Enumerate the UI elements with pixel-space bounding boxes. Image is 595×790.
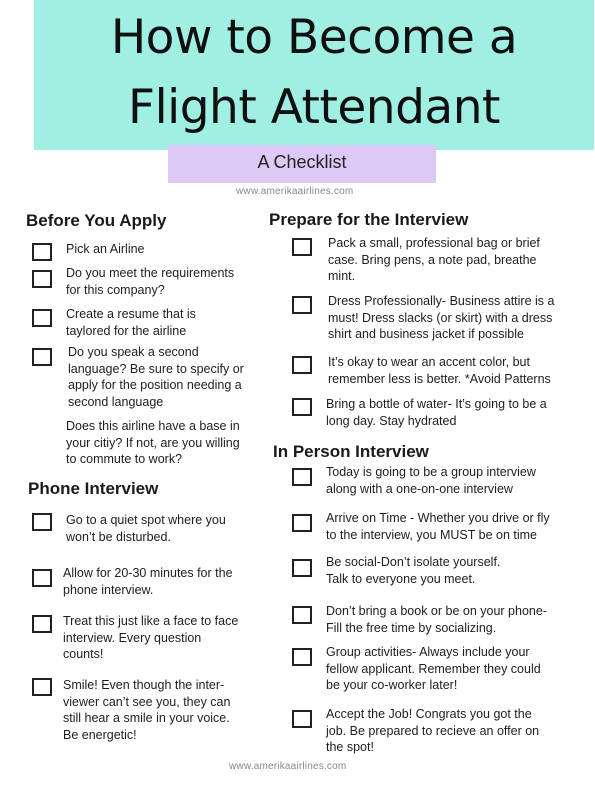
checkbox[interactable] [292, 559, 312, 577]
checklist-item-text: Do you meet the requirements for this company? [66, 266, 235, 297]
checklist-item-text: Group activities- Always include your fellow applicant. Remember they could be your co-worker later! [326, 645, 541, 692]
checkbox[interactable] [32, 243, 52, 261]
checklist-item-text: Allow for 20-30 minutes for the phone interview. [63, 566, 233, 597]
checkbox[interactable] [292, 468, 312, 486]
checkbox[interactable] [292, 648, 312, 666]
checkbox[interactable] [292, 238, 312, 256]
checklist-item-text: Today is going to be a group interview along with a one-on-one interview [326, 465, 536, 496]
section-title-before-you-apply: Before You Apply [26, 211, 167, 230]
section-title-phone-interview: Phone Interview [28, 479, 159, 498]
checkbox[interactable] [292, 606, 312, 624]
website-url-bottom: www.amerikaairlines.com [229, 761, 347, 772]
checkbox[interactable] [292, 296, 312, 314]
checklist-item-text: Treat this just like a face to face interview. Every question counts! [63, 614, 239, 661]
checkbox[interactable] [292, 398, 312, 416]
checklist-item-text: Be social-Don’t isolate yourself. Talk to everyone you meet. [326, 555, 501, 586]
checkbox[interactable] [292, 710, 312, 728]
website-url-top: www.amerikaairlines.com [236, 186, 354, 197]
checklist-item-text: Arrive on Time - Whether you drive or fly to the interview, you MUST be on time [326, 511, 550, 542]
checkbox[interactable] [32, 615, 52, 633]
checklist-item-text: Bring a bottle of water- It’s going to be a long day. Stay hydrated [326, 397, 547, 428]
checklist-item-text: Accept the Job! Congrats you got the job. Be prepared to recieve an offer on the spot! [326, 707, 540, 754]
checklist-item-text: Pack a small, professional bag or brief case. Bring pens, a note pad, breathe mint. [328, 236, 540, 283]
checkbox[interactable] [32, 569, 52, 587]
checklist-item-text: Dress Professionally- Business attire is a must! Dress slacks (or skirt) with a dress shirt and business jacket if possible [328, 294, 555, 341]
checkbox[interactable] [32, 309, 52, 327]
checklist-item-text: It’s okay to wear an accent color, but remember less is better. *Avoid Patterns [328, 355, 551, 386]
checkbox[interactable] [32, 270, 52, 288]
checklist-item-text: Pick an Airline [66, 242, 145, 256]
checkbox[interactable] [32, 348, 52, 366]
checklist-item-text: Create a resume that is taylored for the airline [66, 307, 196, 338]
checkbox[interactable] [292, 356, 312, 374]
page-title-line1: How to Become a [110, 10, 518, 65]
checklist-item-text: Smile! Even though the inter- viewer can’t see you, they can still hear a smile in your voice. Be energetic! [63, 678, 231, 742]
checklist-item-text: Does this airline have a base in your citiy? If not, are you willing to commute to work? [66, 419, 240, 466]
checkbox[interactable] [32, 678, 52, 696]
checklist-item-text: Do you speak a second language? Be sure to specify or apply for the position needing a second language [68, 345, 244, 409]
section-title-prepare-interview: Prepare for the Interview [269, 210, 469, 229]
checkbox[interactable] [292, 514, 312, 532]
checklist-item-text: Don’t bring a book or be on your phone- Fill the free time by socializing. [326, 604, 547, 635]
page-title-line2: Flight Attendant [128, 80, 500, 135]
section-title-in-person-interview: In Person Interview [273, 442, 429, 461]
checklist-item-text: Go to a quiet spot where you won’t be disturbed. [66, 513, 226, 544]
checkbox[interactable] [32, 513, 52, 531]
page-subtitle: A Checklist [257, 152, 347, 172]
